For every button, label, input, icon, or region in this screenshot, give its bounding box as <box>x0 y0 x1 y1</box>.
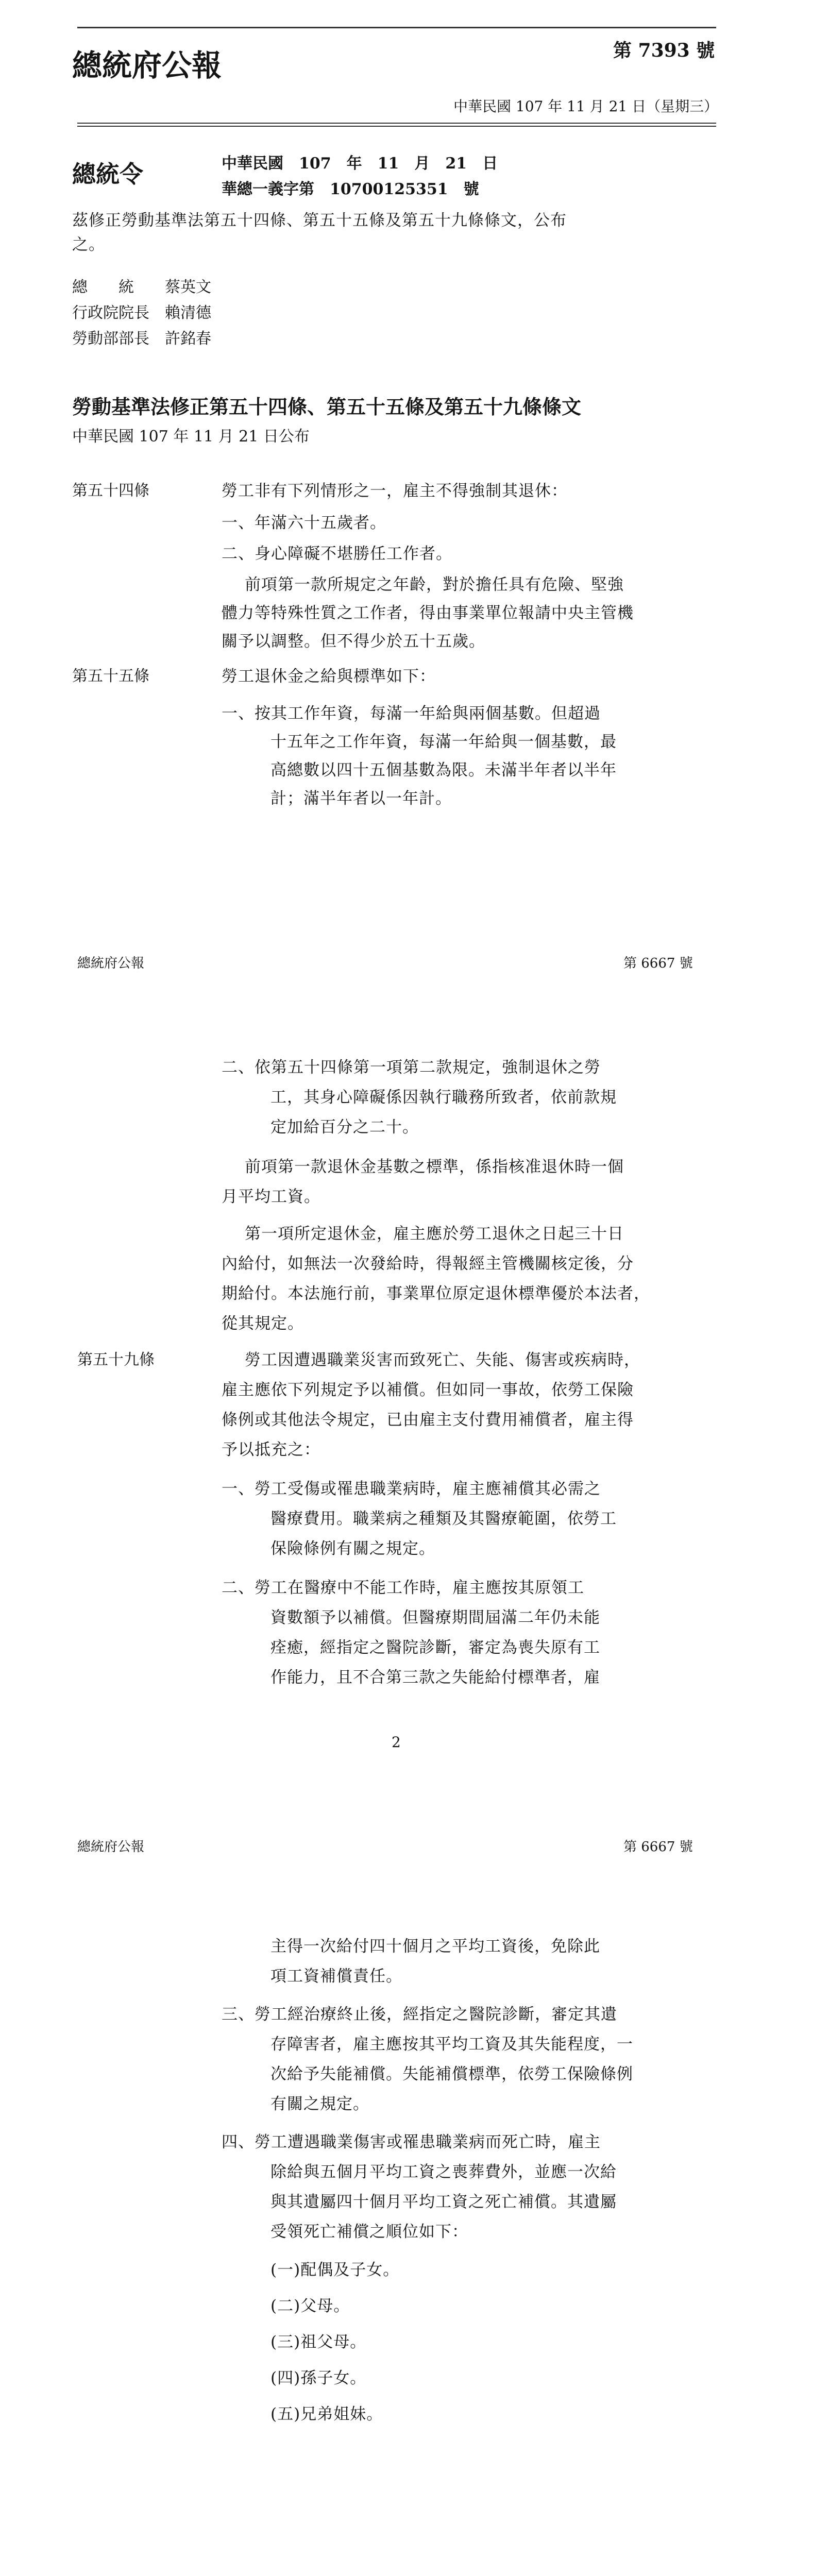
article-59-item: (三)祖父母。 <box>270 2333 367 2351</box>
law-title: 勞動基準法修正第五十四條、第五十五條及第五十九條條文 <box>72 395 582 418</box>
running-header-title: 總統府公報 <box>77 956 145 971</box>
order-date: 中華民國 107 年 11 月 21 日 <box>222 155 498 173</box>
article-54-line: 體力等特殊性質之工作者，得由事業單位報請中央主管機 <box>222 604 634 622</box>
article-55-line: 高總數以四十五個基數為限。未滿半年者以半年 <box>270 761 617 779</box>
order-label: 總統令 <box>72 160 143 188</box>
top-rule <box>77 27 716 28</box>
article-59-line: 醫療費用。職業病之種類及其醫療範圍，依勞工 <box>270 1510 617 1528</box>
article-59-line: 三、勞工經治療終止後，經指定之醫院診斷，審定其遺 <box>222 2005 617 2024</box>
signatory-name: 許銘春 <box>165 330 211 348</box>
signatory-name: 蔡英文 <box>165 278 211 296</box>
article-59-item: (五)兄弟姐妹。 <box>270 2405 383 2424</box>
article-59-line: 一、勞工受傷或罹患職業病時，雇主應補償其必需之 <box>222 1480 601 1498</box>
running-header-issue: 第 6667 號 <box>623 956 693 971</box>
gazette-masthead: 總統府公報 <box>72 48 222 83</box>
issue-number: 第 7393 號 <box>613 40 715 61</box>
article-55-line: 一、按其工作年資，每滿一年給與兩個基數。但超過 <box>222 704 601 723</box>
article-55-line: 工，其身心障礙係因執行職務所致者，依前款規 <box>270 1088 617 1107</box>
running-header-title: 總統府公報 <box>77 1839 145 1855</box>
article-59-line: 有關之規定。 <box>270 2095 369 2113</box>
article-59-line: 受領死亡補償之順位如下： <box>270 2223 468 2241</box>
article-59-line: 資數額予以補償。但醫療期間屆滿二年仍未能 <box>270 1608 600 1627</box>
article-55-line: 二、依第五十四條第一項第二款規定，強制退休之勞 <box>222 1058 601 1077</box>
article-54-label: 第五十四條 <box>72 482 149 500</box>
gazette-page-3 <box>0 1824 829 2576</box>
article-55-line: 內給付，如無法一次發給時，得報經主管機關核定後，分 <box>222 1255 634 1273</box>
article-55-line: 定加給百分之二十。 <box>270 1118 419 1137</box>
article-59-item: (二)父母。 <box>270 2297 350 2315</box>
order-number: 華總一義字第 10700125351 號 <box>222 180 479 198</box>
article-54-line: 關予以調整。但不得少於五十五歲。 <box>222 632 485 651</box>
article-55-line: 月平均工資。 <box>222 1188 320 1206</box>
article-59-line: 予以抵充之： <box>222 1440 320 1459</box>
article-59-line: 條例或其他法令規定，已由雇主支付費用補償者，雇主得 <box>222 1411 634 1429</box>
article-59-line: 次給予失能補償。失能補償標準，依勞工保險條例 <box>270 2065 633 2083</box>
issue-date: 中華民國 107 年 11 月 21 日（星期三） <box>453 98 719 115</box>
article-55-label: 第五十五條 <box>72 667 149 685</box>
article-55-line: 第一項所定退休金，雇主應於勞工退休之日起三十日 <box>245 1225 624 1243</box>
preamble-line: 茲修正勞動基準法第五十四條、第五十五條及第五十九條條文，公布 <box>72 211 567 230</box>
article-59-line: 除給與五個月平均工資之喪葬費外，並應一次給 <box>270 2163 617 2181</box>
article-59-item: (四)孫子女。 <box>270 2369 367 2387</box>
article-59-line: 二、勞工在醫療中不能工作時，雇主應按其原領工 <box>222 1579 584 1597</box>
article-55-line: 從其規定。 <box>222 1314 304 1333</box>
article-55-line: 前項第一款退休金基數之標準，係指核准退休時一個 <box>245 1158 624 1176</box>
signatory-title: 總 統 <box>72 278 134 296</box>
article-54-line: 一、年滿六十五歲者。 <box>222 514 386 532</box>
masthead-double-rule <box>77 123 716 124</box>
article-59-line: 保險條例有關之規定。 <box>270 1539 435 1558</box>
running-header-issue: 第 6667 號 <box>623 1839 693 1855</box>
article-59-line: 痊癒，經指定之醫院診斷，審定為喪失原有工 <box>270 1638 600 1657</box>
masthead-double-rule-lower <box>77 126 716 127</box>
article-59-line: 作能力，且不合第三款之失能給付標準者，雇 <box>270 1668 600 1687</box>
article-55-line: 期給付。本法施行前，事業單位原定退休標準優於本法者， <box>222 1284 650 1303</box>
signatory-title: 行政院院長 <box>72 304 149 322</box>
article-54-line: 前項第一款所規定之年齡，對於擔任具有危險、堅強 <box>245 575 624 594</box>
article-59-line: 雇主應依下列規定予以補償。但如同一事故，依勞工保險 <box>222 1381 634 1399</box>
law-date: 中華民國 107 年 11 月 21 日公布 <box>72 428 310 446</box>
article-54-line: 勞工非有下列情形之一，雇主不得強制其退休： <box>222 482 568 500</box>
article-59-label: 第五十九條 <box>77 1351 155 1369</box>
article-59-line: 四、勞工遭遇職業傷害或罹患職業病而死亡時，雇主 <box>222 2133 601 2151</box>
article-55-line: 勞工退休金之給與標準如下： <box>222 667 436 686</box>
signatory-name: 賴清德 <box>165 304 211 322</box>
article-59-line: 主得一次給付四十個月之平均工資後，免除此 <box>270 1937 600 1956</box>
article-55-line: 計；滿半年者以一年計。 <box>270 789 452 808</box>
gazette-page-1 <box>0 0 829 896</box>
article-59-item: (一)配偶及子女。 <box>270 2261 400 2279</box>
article-59-line: 勞工因遭遇職業災害而致死亡、失能、傷害或疾病時， <box>245 1351 640 1369</box>
article-55-line: 十五年之工作年資，每滿一年給與一個基數，最 <box>270 733 617 751</box>
article-54-line: 二、身心障礙不堪勝任工作者。 <box>222 545 452 563</box>
gazette-page-2 <box>0 896 829 1824</box>
article-59-line: 項工資補償責任。 <box>270 1967 402 1986</box>
page-number: 2 <box>392 1734 401 1751</box>
article-59-line: 存障害者，雇主應按其平均工資及其失能程度，一 <box>270 2035 633 2054</box>
preamble-line: 之。 <box>72 235 105 254</box>
signatory-title: 勞動部部長 <box>72 330 149 348</box>
article-59-line: 與其遺屬四十個月平均工資之死亡補償。其遺屬 <box>270 2193 617 2211</box>
